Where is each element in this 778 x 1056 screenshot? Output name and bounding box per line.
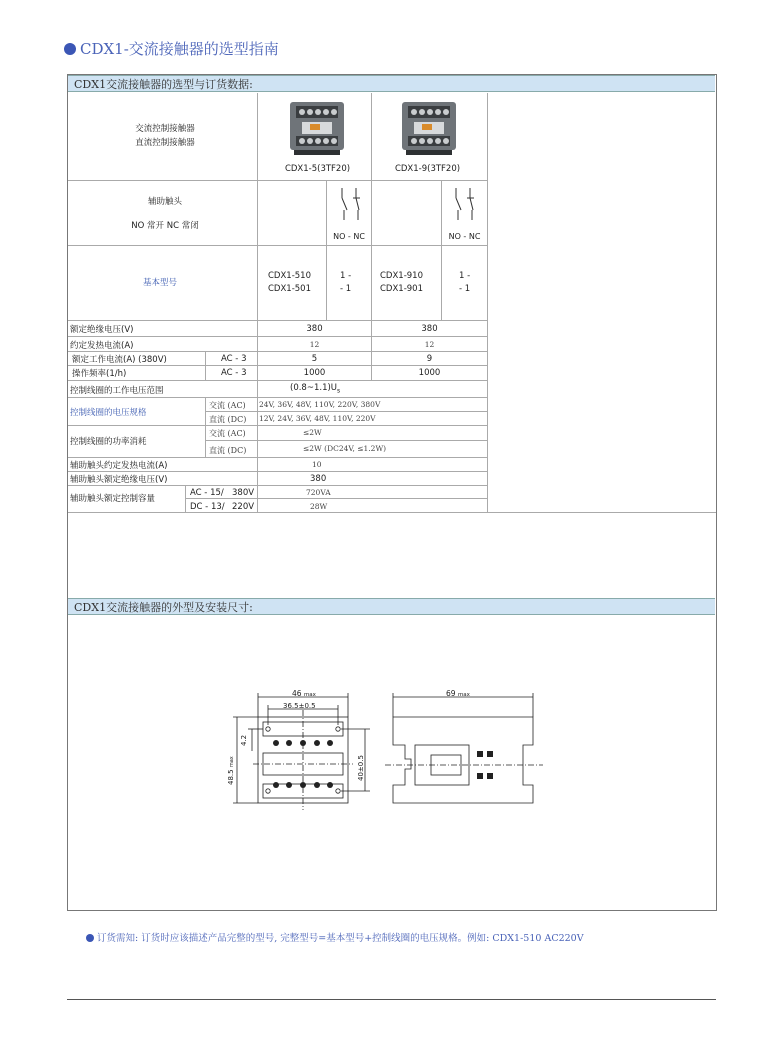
row-label: 额定工作电流(A) (380V) [72, 355, 167, 365]
row-label: 辅助触头额定控制容量 [70, 494, 156, 504]
aux-label-2: NO - NC [448, 232, 481, 241]
cell-value: 12 [309, 340, 320, 349]
footer-divider [67, 999, 716, 1000]
contact-symbol-icon [335, 186, 365, 222]
cell-value: 1000 [418, 368, 441, 378]
contact-symbol-icon [449, 186, 479, 222]
dim-width: 46 max [292, 689, 316, 698]
contact-count: - 1 [340, 284, 352, 294]
row-label: 控制线圈的功率消耗 [70, 437, 147, 447]
model-code: CDX1-501 [268, 284, 312, 294]
row-category: 直流 (DC) [209, 446, 247, 455]
cell-value: 5 [311, 354, 318, 364]
section-header-selection: CDX1交流接触器的选型与订货数据: [68, 75, 715, 92]
dim-hole-spacing: 36.5±0.5 [283, 702, 316, 710]
dim-top-offset: 4.2 [240, 734, 248, 746]
model-name-2: CDX1-9(3TF20) [394, 164, 461, 174]
order-note: 订货需知: 订货时应该描述产品完整的型号, 完整型号=基本型号+控制线圈的电压规格。例如: CDX1-510 AC220V [86, 930, 584, 944]
contactor-image-1 [288, 98, 346, 158]
bullet-icon [64, 43, 76, 55]
row-category: 直流 (DC) [209, 415, 247, 424]
row-label: 约定发热电流(A) [70, 341, 134, 351]
basic-model-label: 基本型号 [142, 278, 177, 288]
row-category: 220V [232, 502, 255, 512]
cell-value: 28W [310, 502, 328, 511]
model-name-1: CDX1-5(3TF20) [284, 164, 351, 174]
row-category: 交流 (AC) [209, 401, 246, 410]
model-code: CDX1-910 [380, 271, 424, 281]
cell-value: 720VA [306, 488, 331, 497]
cell-value: 12V, 24V, 36V, 48V, 110V, 220V [259, 414, 376, 423]
cell-value: ≤2W [303, 428, 322, 437]
row-category: AC - 3 [221, 368, 247, 378]
row-category: 380V [232, 488, 255, 498]
contactor-image-2 [400, 98, 458, 158]
dim-hole-height: 40±0.5 [357, 755, 365, 781]
cell-value: 1000 [303, 368, 326, 378]
model-code: CDX1-510 [268, 271, 312, 281]
cell-value: ≤2W (DC24V, ≤1.2W) [303, 444, 387, 453]
contact-count: 1 - [340, 271, 352, 281]
row-label: 辅助触头约定发热电流(A) [70, 461, 168, 471]
row-category: 交流 (AC) [209, 429, 246, 438]
row-category: AC - 15/ [190, 488, 224, 498]
row-label: 控制线圈的电压规格 [70, 408, 147, 418]
cell-value: 380 [310, 474, 327, 484]
model-code: CDX1-901 [380, 284, 424, 294]
dimension-drawing [215, 685, 555, 825]
cell-value: $(0.8\sim 1.1)U_s$ [290, 383, 341, 395]
row-label: 操作频率(1/h) [72, 369, 127, 379]
cell-value: 9 [426, 354, 433, 364]
product-label-dc: 直流控制接触器 [135, 138, 195, 148]
dim-height: 48.5 max [227, 756, 235, 785]
aux-no-nc-label: NO 常开 NC 常闭 [131, 221, 199, 231]
cell-value: 24V, 36V, 48V, 110V, 220V, 380V [259, 400, 381, 409]
page-title: CDX1-交流接触器的选型指南 [64, 38, 279, 59]
cell-value: 12 [424, 340, 435, 349]
cell-value: 380 [306, 324, 323, 334]
bullet-icon [86, 934, 94, 942]
row-label: 控制线圈的工作电压范围 [70, 386, 164, 396]
row-category: AC - 3 [221, 354, 247, 364]
row-category: DC - 13/ [190, 502, 225, 512]
contact-count: 1 - [459, 271, 471, 281]
dim-depth: 69 max [446, 689, 470, 698]
aux-label-1: NO - NC [333, 232, 365, 241]
row-label: 额定绝缘电压(V) [70, 325, 134, 335]
product-label-ac: 交流控制接触器 [135, 124, 195, 134]
aux-contact-label: 辅助触头 [147, 197, 182, 207]
row-label: 辅助触头额定绝缘电压(V) [70, 475, 168, 485]
section-header-dimensions: CDX1交流接触器的外型及安装尺寸: [68, 598, 715, 615]
contact-count: - 1 [459, 284, 471, 294]
cell-value: 380 [421, 324, 438, 334]
cell-value: 10 [312, 460, 322, 469]
